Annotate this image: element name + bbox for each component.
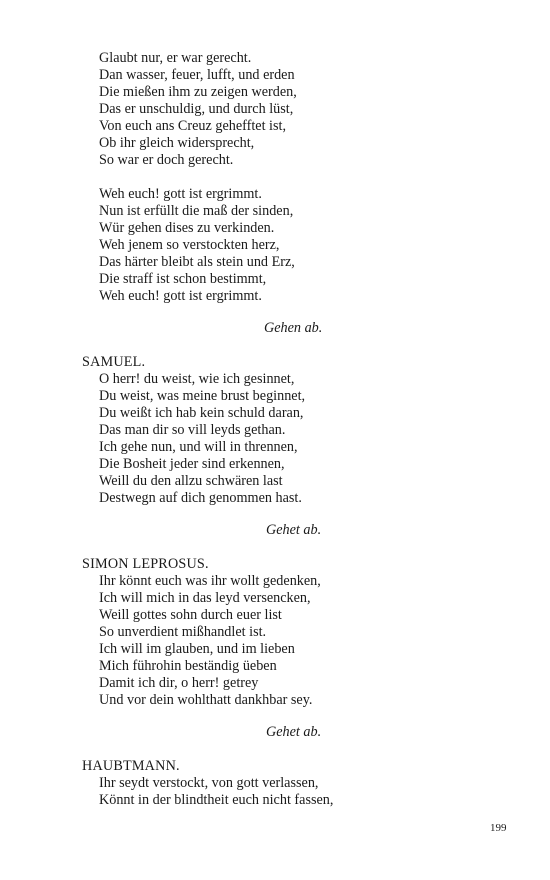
stage-direction: Gehet ab. bbox=[266, 522, 322, 538]
verse-line: Ob ihr gleich widersprecht, bbox=[99, 135, 255, 151]
verse-line: Destwegn auf dich genommen hast. bbox=[99, 490, 302, 506]
verse-line: Ich will im glauben, und im lieben bbox=[99, 641, 295, 657]
verse-line: So unverdient mißhandlet ist. bbox=[99, 624, 267, 640]
verse-line: O herr! du weist, wie ich gesinnet, bbox=[99, 371, 295, 387]
verse-line: Mich führohin beständig üeben bbox=[99, 658, 277, 674]
speaker-name: SIMON LEPROSUS. bbox=[82, 556, 209, 572]
verse-line: Du weißt ich hab kein schuld daran, bbox=[99, 405, 304, 421]
verse-line: Glaubt nur, er war gerecht. bbox=[99, 50, 252, 66]
verse-line: Du weist, was meine brust beginnet, bbox=[99, 388, 306, 404]
verse-line: Ihr seydt verstockt, von gott verlassen, bbox=[99, 775, 319, 791]
stage-direction: Gehen ab. bbox=[264, 320, 323, 336]
speaker-name: SAMUEL. bbox=[82, 354, 146, 370]
verse-line: Dan wasser, feuer, lufft, und erden bbox=[99, 67, 295, 83]
verse-line: Das man dir so vill leyds gethan. bbox=[99, 422, 286, 438]
verse-line: Ihr könnt euch was ihr wollt gedenken, bbox=[99, 573, 321, 589]
page-number: 199 bbox=[490, 822, 507, 834]
verse-line: Weill du den allzu schwären last bbox=[99, 473, 283, 489]
stage-direction: Gehet ab. bbox=[266, 724, 322, 740]
verse-line: So war er doch gerecht. bbox=[99, 152, 234, 168]
verse-line: Weh jenem so verstockten herz, bbox=[99, 237, 280, 253]
verse-line: Könnt in der blindtheit euch nicht fassen, bbox=[99, 792, 334, 808]
verse-line: Ich will mich in das leyd versencken, bbox=[99, 590, 311, 606]
verse-line: Die Bosheit jeder sind erkennen, bbox=[99, 456, 285, 472]
speaker-name: HAUBTMANN. bbox=[82, 758, 180, 774]
verse-line: Weh euch! gott ist ergrimmt. bbox=[99, 186, 262, 202]
verse-line: Weill gottes sohn durch euer list bbox=[99, 607, 282, 623]
verse-line: Das er unschuldig, und durch lüst, bbox=[99, 101, 294, 117]
verse-line: Damit ich dir, o herr! getrey bbox=[99, 675, 259, 691]
verse-line: Wür gehen dises zu verkinden. bbox=[99, 220, 275, 236]
verse-line: Die straff ist schon bestimmt, bbox=[99, 271, 267, 287]
verse-line: Das härter bleibt als stein und Erz, bbox=[99, 254, 295, 270]
verse-line: Ich gehe nun, und will in thrennen, bbox=[99, 439, 298, 455]
verse-line: Weh euch! gott ist ergrimmt. bbox=[99, 288, 262, 304]
verse-line: Nun ist erfüllt die maß der sinden, bbox=[99, 203, 294, 219]
verse-line: Die mießen ihm zu zeigen werden, bbox=[99, 84, 297, 100]
verse-line: Von euch ans Creuz gehefftet ist, bbox=[99, 118, 287, 134]
verse-line: Und vor dein wohlthatt dankhbar sey. bbox=[99, 692, 313, 708]
